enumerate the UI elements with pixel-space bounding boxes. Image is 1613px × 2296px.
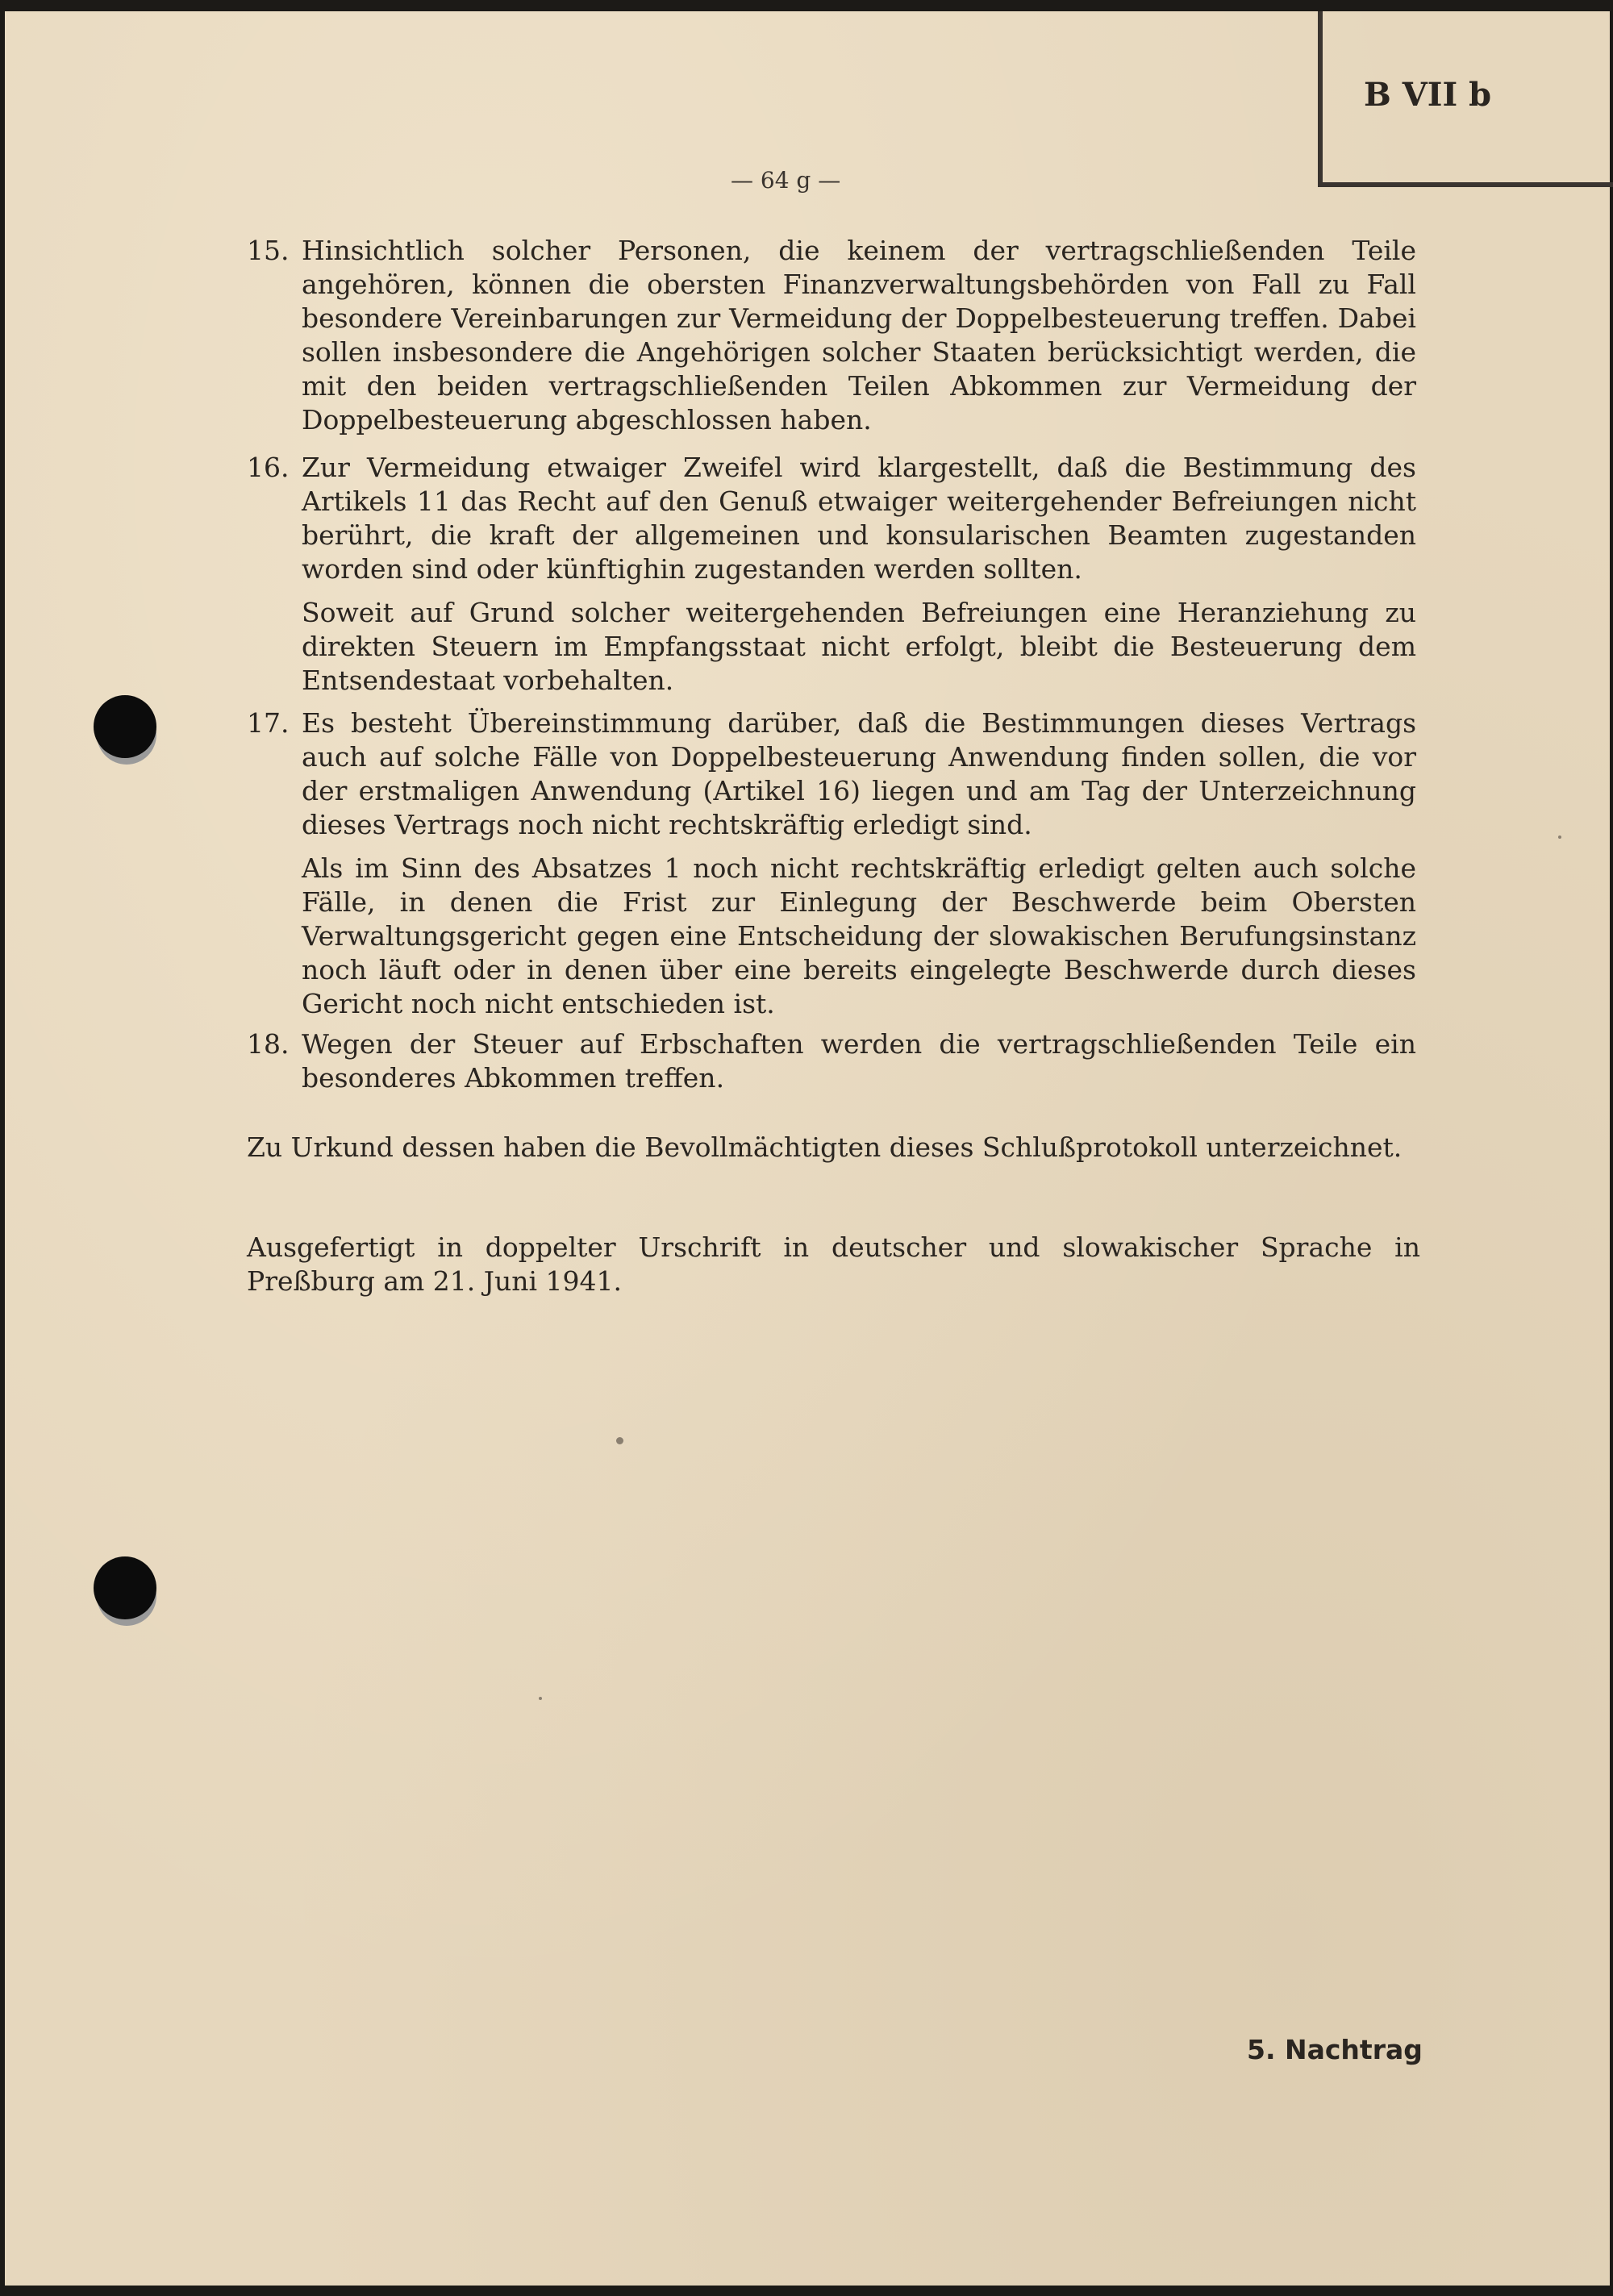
clause-number: 17. (247, 707, 290, 739)
clause-17 (247, 706, 1416, 1021)
document-page (5, 11, 1610, 2286)
paper-speck (616, 1437, 623, 1444)
clause-16 (247, 451, 1416, 698)
clause-18 (247, 1027, 1416, 1095)
clause-paragraph: Es besteht Übereinstimmung darüber, daß die Bestimmungen dieses Vertrags auch auf solche Fälle von Doppelbesteuerung Anwendung finden sollen, die vor der erstmaligen Anwendung (Artikel 16) liegen und am Tag der Unterzeichnung dieses Vertrags noch nicht rechtskräftig erledigt sind. (302, 707, 1416, 840)
clause-number: 15. (247, 235, 290, 266)
paper-speck (1558, 835, 1561, 839)
paper-speck (539, 1697, 542, 1700)
clause-number: 16. (247, 452, 290, 483)
clause-paragraph: Wegen der Steuer auf Erbschaften werden die vertragschließenden Teile ein besonderes Abkommen treffen. (302, 1028, 1416, 1094)
execution-paragraph: Ausgefertigt in doppelter Urschrift in deutscher und slowakischer Sprache in Preßburg am 21. Juni 1941. (247, 1231, 1420, 1297)
punch-hole (94, 1556, 156, 1619)
supplement-label: 5. Nachtrag (1247, 2034, 1423, 2065)
clause-15 (247, 234, 1416, 437)
reference-label: B VII b (1364, 76, 1492, 114)
clause-paragraph: Zur Vermeidung etwaiger Zweifel wird klargestellt, daß die Bestimmung des Artikels 11 das Recht auf den Genuß etwaiger weitergehender Befreiungen nicht berührt, die kraft der allgemeinen und konsularischen Beamten zugestanden worden sind oder künftighin zugestanden werden sollten. (302, 452, 1416, 585)
clause-number: 18. (247, 1028, 290, 1060)
clause-paragraph: Soweit auf Grund solcher weitergehenden Befreiungen eine Heranziehung zu direkten Steuern im Empfangsstaat nicht erfolgt, bleibt die Besteuerung dem Entsendestaat vorbehalten. (302, 597, 1416, 696)
clause-paragraph: Hinsichtlich solcher Personen, die keinem der vertragschließenden Teile angehören, können die obersten Finanzverwaltungsbehörden von Fall zu Fall besondere Vereinbarungen zur Vermeidung der Doppelbesteuerung treffen. Dabei sollen insbesondere die Angehörigen solcher Staaten berücksichtigt werden, die mit den beiden vertragschließenden Teilen Abkommen zur Vermeidung der Doppelbesteuerung abgeschlossen haben. (302, 235, 1416, 435)
punch-hole (94, 695, 156, 758)
page-number: — 64 g — (731, 167, 841, 194)
clause-paragraph: Als im Sinn des Absatzes 1 noch nicht rechtskräftig erledigt gelten auch solche Fälle, in denen die Frist zur Einlegung der Beschwerde beim Obersten Verwaltungsgericht gegen eine Entscheidung der slowakischen Berufungsinstanz noch läuft oder in denen über eine bereits eingelegte Beschwerde durch dieses Gericht noch nicht entschieden ist. (302, 852, 1416, 1019)
attestation-paragraph: Zu Urkund dessen haben die Bevollmächtigten dieses Schlußprotokoll unterzeichnet. (247, 1131, 1403, 1163)
